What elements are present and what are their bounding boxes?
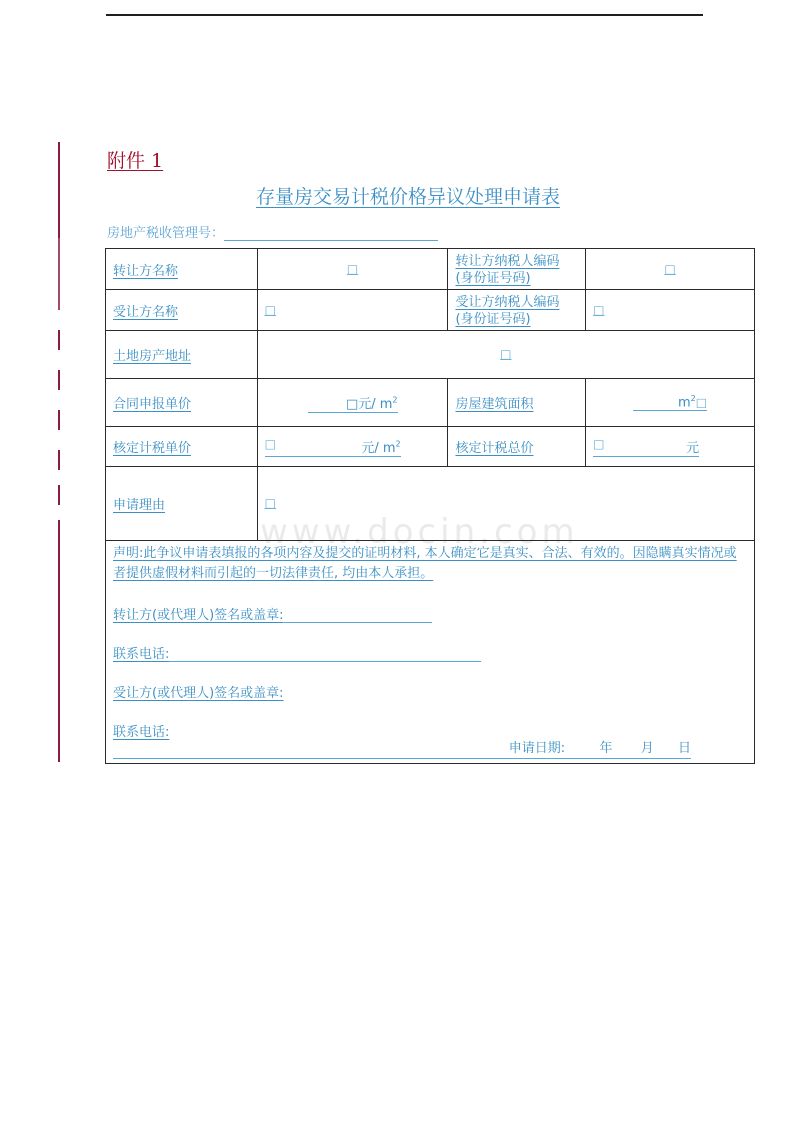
contract-price-field[interactable]: □元/ $m^2$: [257, 379, 448, 427]
management-number-label: 房地产税收管理号：: [107, 226, 225, 241]
margin-bar: [58, 370, 60, 390]
transferee-name-label-cell: 受让方名称: [106, 290, 258, 331]
margin-bar: [58, 520, 60, 762]
transferor-tax-id-field[interactable]: □: [586, 249, 755, 290]
address-label-cell: 土地房产地址: [106, 331, 258, 379]
transferor-tax-id-label-cell: 转让方纳税人编码 (身份证号码): [448, 249, 586, 290]
transferor-signature-field[interactable]: 转让方(或代理人)签名或盖章:: [113, 604, 747, 623]
day-label: 日: [677, 741, 691, 756]
transferee-signature-field[interactable]: 受让方(或代理人)签名或盖章:: [113, 686, 284, 701]
transferor-signature-line[interactable]: [284, 608, 432, 623]
margin-bar: [58, 410, 60, 430]
floor-area-label-cell: 房屋建筑面积: [448, 379, 586, 427]
transferor-phone-field[interactable]: 联系电话:: [113, 643, 747, 662]
margin-bar: [58, 330, 60, 350]
transferor-phone-line[interactable]: [169, 647, 481, 662]
management-number-field[interactable]: [107, 222, 438, 241]
margin-bar: [58, 485, 60, 505]
margin-bar: [58, 238, 60, 310]
assessed-total-price-field[interactable]: □ 元: [586, 427, 755, 467]
form-title: 存量房交易计税价格异议处理申请表: [255, 186, 560, 208]
attachment-label: 附件 1: [107, 150, 164, 172]
transferee-phone-field[interactable]: 联系电话:: [113, 725, 170, 740]
year-label: 年: [599, 741, 613, 756]
contract-price-label-cell: 合同申报单价: [106, 379, 258, 427]
application-date-line[interactable]: [113, 740, 691, 759]
address-field[interactable]: □: [257, 331, 754, 379]
header-rule: [106, 14, 703, 16]
declaration-section: [106, 541, 755, 764]
month-label: 月: [640, 741, 654, 756]
margin-bar: [58, 450, 60, 470]
transferee-tax-id-field[interactable]: □: [586, 290, 755, 331]
assessed-unit-price-field[interactable]: □ 元/ $m^2$: [257, 427, 448, 467]
application-form-table: [105, 248, 755, 764]
management-number-line[interactable]: [224, 226, 438, 241]
assessed-unit-price-label-cell: 核定计税单价: [106, 427, 258, 467]
transferee-name-field[interactable]: □: [257, 290, 448, 331]
transferee-tax-id-label-cell: 受让方纳税人编码 (身份证号码): [448, 290, 586, 331]
reason-field[interactable]: □: [257, 467, 754, 541]
watermark: www.docin.com: [260, 512, 579, 552]
reason-label-cell: 申请理由: [106, 467, 258, 541]
floor-area-field[interactable]: $m^2□$: [586, 379, 755, 427]
transferor-name-label-cell: 转让方名称: [106, 249, 258, 290]
date-label: 申请日期:: [508, 741, 566, 756]
transferor-name-field[interactable]: □: [257, 249, 448, 290]
assessed-total-price-label-cell: 核定计税总价: [448, 427, 586, 467]
declaration-text: 声明:此争议申请表填报的各项内容及提交的证明材料, 本人确定它是真实、合法、有效的。因隐瞒真实情况或者提供虚假材料而引起的一切法律责任, 均由本人承担。: [113, 546, 737, 581]
